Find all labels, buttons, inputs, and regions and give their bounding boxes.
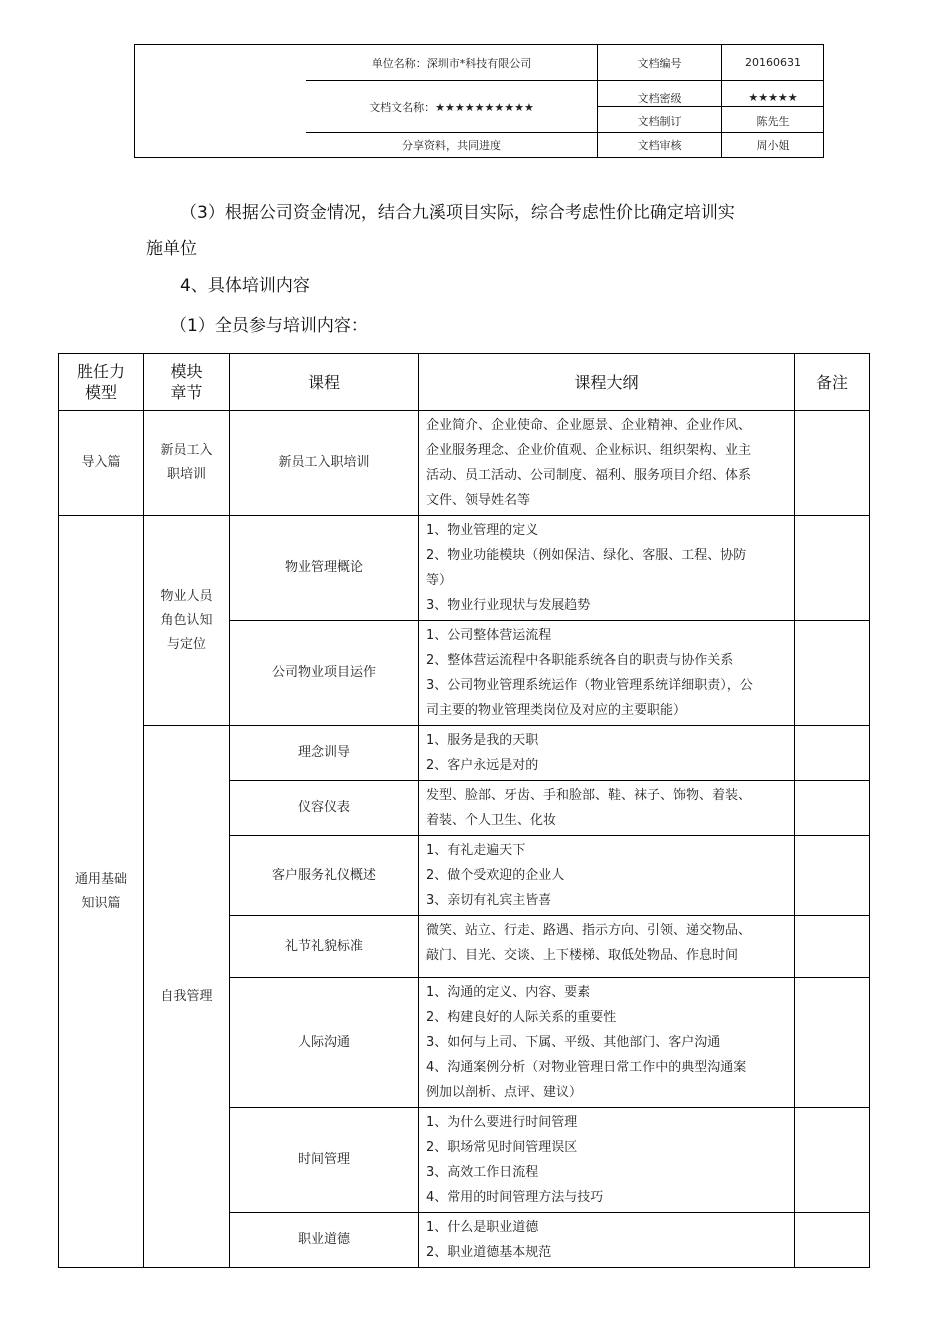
course-cell: 人际沟通 [230, 978, 419, 1108]
course-cell: 职业道德 [230, 1213, 419, 1268]
outline-cell: 1、什么是职业道德 2、职业道德基本规范 [419, 1213, 795, 1268]
doc-number-label: 文档编号 [637, 56, 682, 70]
remark-cell [795, 781, 870, 836]
table-header-row [59, 354, 870, 411]
course-cell: 礼节礼貌标准 [230, 916, 419, 978]
module-cell-role: 物业人员 角色认知 与定位 [144, 516, 230, 726]
remark-cell [795, 1108, 870, 1213]
table-row [59, 516, 870, 621]
outline-cell: 1、为什么要进行时间管理 2、职场常见时间管理误区 3、高效工作日流程 4、常用的时间管理方法与技巧 [419, 1108, 795, 1213]
remark-cell [795, 836, 870, 916]
outline-cell: 发型、脸部、牙齿、手和脸部、鞋、袜子、饰物、着装、 着装、个人卫生、化妆 [419, 781, 795, 836]
doc-number-value: 20160631 [745, 56, 801, 69]
table-row [59, 726, 870, 781]
course-cell: 物业管理概论 [230, 516, 419, 621]
course-cell: 理念训导 [230, 726, 419, 781]
header-remark: 备注 [795, 354, 870, 411]
module-cell-newstaff: 新员工入 职培训 [144, 411, 230, 516]
remark-cell [795, 621, 870, 726]
slogan: 分享资料，共同进度 [402, 139, 501, 152]
remark-cell [795, 916, 870, 978]
company-name: 单位名称：深圳市*科技有限公司 [371, 56, 532, 70]
header-course: 课程 [230, 354, 419, 411]
outline-cell: 1、物业管理的定义 2、物业功能模块（例如保洁、绿化、客服、工程、协防 等） 3、物业行业现状与发展趋势 [419, 516, 795, 621]
course-cell: 新员工入职培训 [230, 411, 419, 516]
remark-cell [795, 516, 870, 621]
paragraph-line: 施单位 [146, 239, 197, 259]
course-cell: 时间管理 [230, 1108, 419, 1213]
header-model: 胜任力 模型 [59, 354, 144, 411]
outline-cell: 企业简介、企业使命、企业愿景、企业精神、企业作风、 企业服务理念、企业价值观、企业标识、组织架构、业主 活动、员工活动、公司制度、福利、服务项目介绍、体系 文件、领导姓名等 [419, 411, 795, 516]
remark-cell [795, 1213, 870, 1268]
outline-cell: 1、服务是我的天职 2、客户永远是对的 [419, 726, 795, 781]
training-content-table [58, 353, 870, 1268]
doc-secret-label: 文档密级 [637, 91, 682, 105]
outline-cell: 1、公司整体营运流程 2、整体营运流程中各职能系统各自的职责与协作关系 3、公司物业管理系统运作（物业管理系统详细职责），公 司主要的物业管理类岗位及对应的主要职能） [419, 621, 795, 726]
doc-secret-value: ★★★★★ [748, 91, 798, 104]
group-cell-basic: 通用基础 知识篇 [59, 516, 144, 1268]
doc-reviewer-value: 周小姐 [756, 139, 790, 152]
outline-cell: 1、有礼走遍天下 2、做个受欢迎的企业人 3、亲切有礼宾主皆喜 [419, 836, 795, 916]
course-cell: 客户服务礼仪概述 [230, 836, 419, 916]
course-cell: 仪容仪表 [230, 781, 419, 836]
document-name: 文档文名称：★★★★★★★★★★ [369, 100, 534, 114]
outline-cell: 微笑、站立、行走、路遇、指示方向、引领、递交物品、 敲门、目光、交谈、上下楼梯、取低处物品、作息时间 [419, 916, 795, 978]
paragraph-line: （3）根据公司资金情况，结合九溪项目实际，综合考虑性价比确定培训实 [180, 203, 735, 223]
remark-cell [795, 978, 870, 1108]
header-module: 模块 章节 [144, 354, 230, 411]
doc-reviewer-label: 文档审核 [637, 139, 682, 152]
header-outline: 课程大纲 [419, 354, 795, 411]
group-cell-intro: 导入篇 [59, 411, 144, 516]
sub-heading: （1）全员参与培训内容： [170, 316, 368, 336]
doc-author-label: 文档制订 [637, 115, 682, 128]
course-cell: 公司物业项目运作 [230, 621, 419, 726]
section-heading: 4、具体培训内容 [180, 276, 310, 296]
table-row [59, 411, 870, 516]
module-cell-self: 自我管理 [144, 726, 230, 1268]
doc-author-value: 陈先生 [756, 115, 790, 128]
remark-cell [795, 726, 870, 781]
remark-cell [795, 411, 870, 516]
document-header [134, 44, 824, 158]
outline-cell: 1、沟通的定义、内容、要素 2、构建良好的人际关系的重要性 3、如何与上司、下属、平级、其他部门、客户沟通 4、沟通案例分析（对物业管理日常工作中的典型沟通案 例加以剖析、点评、建议） [419, 978, 795, 1108]
